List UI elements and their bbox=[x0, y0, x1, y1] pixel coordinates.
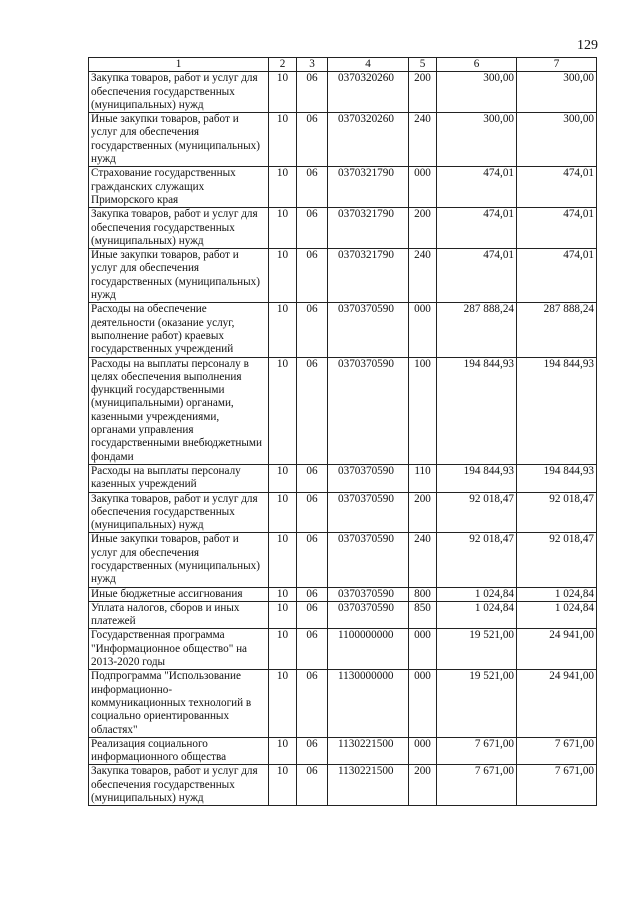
table-row bbox=[89, 601, 597, 629]
section-code: 10 bbox=[269, 629, 297, 670]
target-article-code: 0370370590 bbox=[328, 357, 409, 464]
row-name: Иные закупки товаров, работ и услуг для обеспечения государственных (муниципальных) нужд bbox=[89, 113, 269, 167]
target-article-code: 0370321790 bbox=[328, 249, 409, 303]
column-header: 5 bbox=[409, 58, 437, 72]
amount-col6: 194 844,93 bbox=[437, 357, 517, 464]
table-row bbox=[89, 737, 597, 765]
subsection-code: 06 bbox=[297, 208, 328, 249]
amount-col7: 7 671,00 bbox=[517, 737, 597, 765]
budget-table bbox=[88, 57, 597, 806]
row-name: Расходы на выплаты персоналу казенных учреждений bbox=[89, 464, 269, 492]
section-code: 10 bbox=[269, 587, 297, 601]
amount-col7: 474,01 bbox=[517, 208, 597, 249]
amount-col7: 287 888,24 bbox=[517, 303, 597, 357]
expense-type-code: 000 bbox=[409, 629, 437, 670]
row-name: Страхование государственных гражданских служащих Приморского края bbox=[89, 167, 269, 208]
subsection-code: 06 bbox=[297, 492, 328, 533]
target-article-code: 1100000000 bbox=[328, 629, 409, 670]
target-article-code: 0370370590 bbox=[328, 587, 409, 601]
amount-col7: 474,01 bbox=[517, 167, 597, 208]
column-header: 3 bbox=[297, 58, 328, 72]
section-code: 10 bbox=[269, 670, 297, 737]
amount-col7: 24 941,00 bbox=[517, 670, 597, 737]
amount-col6: 19 521,00 bbox=[437, 670, 517, 737]
section-code: 10 bbox=[269, 72, 297, 113]
subsection-code: 06 bbox=[297, 357, 328, 464]
subsection-code: 06 bbox=[297, 765, 328, 806]
subsection-code: 06 bbox=[297, 587, 328, 601]
amount-col7: 92 018,47 bbox=[517, 533, 597, 587]
amount-col7: 300,00 bbox=[517, 72, 597, 113]
target-article-code: 0370370590 bbox=[328, 303, 409, 357]
section-code: 10 bbox=[269, 601, 297, 629]
amount-col6: 19 521,00 bbox=[437, 629, 517, 670]
expense-type-code: 800 bbox=[409, 587, 437, 601]
expense-type-code: 200 bbox=[409, 208, 437, 249]
subsection-code: 06 bbox=[297, 72, 328, 113]
target-article-code: 0370370590 bbox=[328, 601, 409, 629]
amount-col6: 287 888,24 bbox=[437, 303, 517, 357]
subsection-code: 06 bbox=[297, 533, 328, 587]
target-article-code: 0370370590 bbox=[328, 464, 409, 492]
expense-type-code: 200 bbox=[409, 765, 437, 806]
row-name: Закупка товаров, работ и услуг для обеспечения государственных (муниципальных) нужд bbox=[89, 208, 269, 249]
column-header: 6 bbox=[437, 58, 517, 72]
row-name: Государственная программа "Информационное общество" на 2013-2020 годы bbox=[89, 629, 269, 670]
row-name: Подпрограмма "Использование информационно-коммуникационных технологий в социально ориентированных областях" bbox=[89, 670, 269, 737]
amount-col7: 7 671,00 bbox=[517, 765, 597, 806]
row-name: Закупка товаров, работ и услуг для обеспечения государственных (муниципальных) нужд bbox=[89, 765, 269, 806]
page-number: 129 bbox=[577, 38, 598, 53]
amount-col6: 1 024,84 bbox=[437, 587, 517, 601]
expense-type-code: 200 bbox=[409, 492, 437, 533]
amount-col6: 7 671,00 bbox=[437, 765, 517, 806]
row-name: Иные закупки товаров, работ и услуг для обеспечения государственных (муниципальных) нужд bbox=[89, 249, 269, 303]
subsection-code: 06 bbox=[297, 464, 328, 492]
amount-col6: 474,01 bbox=[437, 167, 517, 208]
row-name: Уплата налогов, сборов и иных платежей bbox=[89, 601, 269, 629]
target-article-code: 1130221500 bbox=[328, 765, 409, 806]
column-header: 1 bbox=[89, 58, 269, 72]
amount-col7: 92 018,47 bbox=[517, 492, 597, 533]
table-row bbox=[89, 113, 597, 167]
amount-col7: 300,00 bbox=[517, 113, 597, 167]
column-header: 2 bbox=[269, 58, 297, 72]
target-article-code: 0370370590 bbox=[328, 533, 409, 587]
target-article-code: 1130221500 bbox=[328, 737, 409, 765]
amount-col7: 194 844,93 bbox=[517, 357, 597, 464]
section-code: 10 bbox=[269, 765, 297, 806]
expense-type-code: 240 bbox=[409, 533, 437, 587]
amount-col6: 92 018,47 bbox=[437, 533, 517, 587]
section-code: 10 bbox=[269, 533, 297, 587]
target-article-code: 0370321790 bbox=[328, 167, 409, 208]
subsection-code: 06 bbox=[297, 629, 328, 670]
table-row bbox=[89, 587, 597, 601]
row-name: Расходы на обеспечение деятельности (оказание услуг, выполнение работ) краевых государственных учреждений bbox=[89, 303, 269, 357]
subsection-code: 06 bbox=[297, 737, 328, 765]
table-body bbox=[89, 72, 597, 806]
subsection-code: 06 bbox=[297, 303, 328, 357]
table-row bbox=[89, 629, 597, 670]
amount-col7: 24 941,00 bbox=[517, 629, 597, 670]
section-code: 10 bbox=[269, 208, 297, 249]
table-row bbox=[89, 249, 597, 303]
target-article-code: 0370370590 bbox=[328, 492, 409, 533]
amount-col6: 474,01 bbox=[437, 249, 517, 303]
amount-col7: 1 024,84 bbox=[517, 587, 597, 601]
subsection-code: 06 bbox=[297, 601, 328, 629]
target-article-code: 0370320260 bbox=[328, 113, 409, 167]
target-article-code: 1130000000 bbox=[328, 670, 409, 737]
table-row bbox=[89, 670, 597, 737]
amount-col6: 7 671,00 bbox=[437, 737, 517, 765]
expense-type-code: 200 bbox=[409, 72, 437, 113]
row-name: Закупка товаров, работ и услуг для обеспечения государственных (муниципальных) нужд bbox=[89, 492, 269, 533]
table-row bbox=[89, 464, 597, 492]
expense-type-code: 000 bbox=[409, 737, 437, 765]
expense-type-code: 100 bbox=[409, 357, 437, 464]
section-code: 10 bbox=[269, 113, 297, 167]
subsection-code: 06 bbox=[297, 167, 328, 208]
header-row bbox=[89, 58, 597, 72]
subsection-code: 06 bbox=[297, 249, 328, 303]
amount-col6: 474,01 bbox=[437, 208, 517, 249]
row-name: Закупка товаров, работ и услуг для обеспечения государственных (муниципальных) нужд bbox=[89, 72, 269, 113]
table-row bbox=[89, 492, 597, 533]
column-header: 4 bbox=[328, 58, 409, 72]
table-row bbox=[89, 303, 597, 357]
expense-type-code: 000 bbox=[409, 167, 437, 208]
row-name: Расходы на выплаты персоналу в целях обеспечения выполнения функций государственными (муниципальными) органами, казенными учреждениями, органами управления государственными внебюджетными фондами bbox=[89, 357, 269, 464]
table-row bbox=[89, 533, 597, 587]
amount-col7: 474,01 bbox=[517, 249, 597, 303]
amount-col7: 1 024,84 bbox=[517, 601, 597, 629]
table-row bbox=[89, 72, 597, 113]
target-article-code: 0370321790 bbox=[328, 208, 409, 249]
table-row bbox=[89, 357, 597, 464]
section-code: 10 bbox=[269, 737, 297, 765]
column-header: 7 bbox=[517, 58, 597, 72]
row-name: Иные закупки товаров, работ и услуг для обеспечения государственных (муниципальных) нужд bbox=[89, 533, 269, 587]
amount-col6: 300,00 bbox=[437, 72, 517, 113]
subsection-code: 06 bbox=[297, 113, 328, 167]
table-row bbox=[89, 167, 597, 208]
amount-col6: 92 018,47 bbox=[437, 492, 517, 533]
row-name: Реализация социального информационного общества bbox=[89, 737, 269, 765]
expense-type-code: 240 bbox=[409, 113, 437, 167]
table-row bbox=[89, 765, 597, 806]
expense-type-code: 000 bbox=[409, 303, 437, 357]
subsection-code: 06 bbox=[297, 670, 328, 737]
expense-type-code: 000 bbox=[409, 670, 437, 737]
section-code: 10 bbox=[269, 492, 297, 533]
row-name: Иные бюджетные ассигнования bbox=[89, 587, 269, 601]
table-row bbox=[89, 208, 597, 249]
expense-type-code: 110 bbox=[409, 464, 437, 492]
section-code: 10 bbox=[269, 303, 297, 357]
section-code: 10 bbox=[269, 249, 297, 303]
section-code: 10 bbox=[269, 464, 297, 492]
section-code: 10 bbox=[269, 357, 297, 464]
amount-col7: 194 844,93 bbox=[517, 464, 597, 492]
amount-col6: 194 844,93 bbox=[437, 464, 517, 492]
section-code: 10 bbox=[269, 167, 297, 208]
target-article-code: 0370320260 bbox=[328, 72, 409, 113]
amount-col6: 300,00 bbox=[437, 113, 517, 167]
amount-col6: 1 024,84 bbox=[437, 601, 517, 629]
expense-type-code: 240 bbox=[409, 249, 437, 303]
expense-type-code: 850 bbox=[409, 601, 437, 629]
